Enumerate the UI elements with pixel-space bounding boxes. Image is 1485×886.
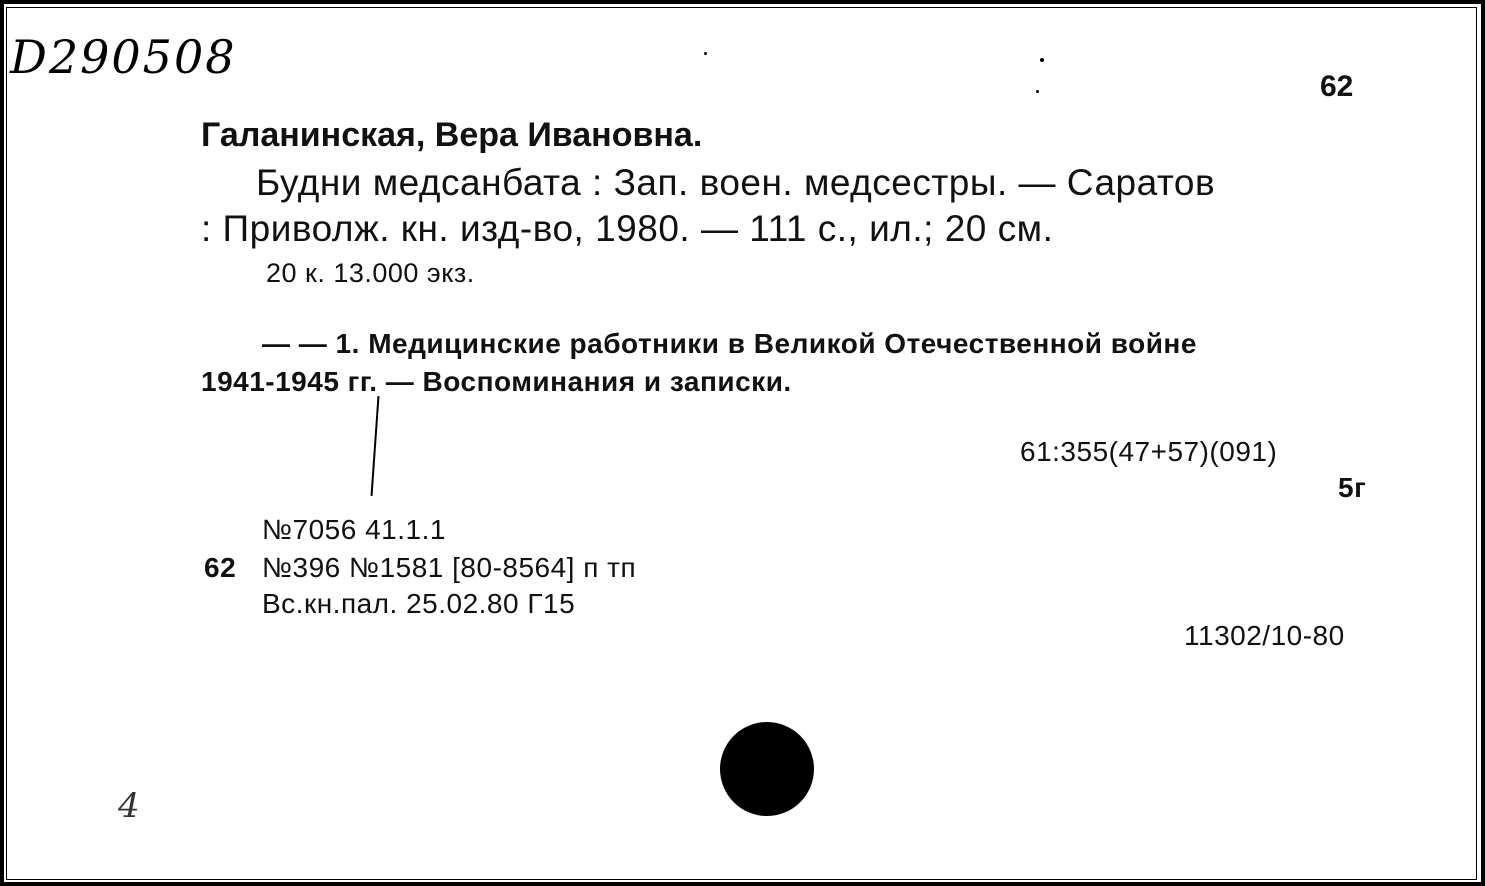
classification-index: 61:355(47+57)(091) (1020, 436, 1278, 467)
record-shelf-prefix: 62 (204, 552, 237, 583)
record-line-2: №396 №1581 [80-8564] п тп (262, 552, 637, 583)
speck (1040, 58, 1044, 62)
price-circulation: 20 к. 13.000 экз. (266, 258, 475, 288)
title-line-2: : Приволж. кн. изд-во, 1980. — 111 с., ил.; 20 см. (201, 208, 1054, 249)
subject-heading-line-2: 1941-1945 гг. — Воспоминания и записки. (201, 366, 792, 397)
inventory-number-handwritten: D290508 (10, 30, 237, 84)
classification-subindex: 5г (1338, 472, 1367, 503)
order-number: 11302/10-80 (1184, 620, 1345, 651)
title-line-1: Будни медсанбата : Зап. воен. медсестры. — Саратов (256, 162, 1216, 203)
shelf-number-top: 62 (1320, 70, 1354, 103)
corner-pencil-mark: 4 (118, 786, 140, 826)
pencil-stroke (371, 396, 380, 496)
speck (704, 52, 707, 55)
punch-hole (720, 722, 814, 816)
record-line-3: Вс.кн.пал. 25.02.80 Г15 (262, 588, 576, 619)
speck (1036, 90, 1039, 93)
author-heading: Галанинская, Вера Ивановна. (201, 116, 703, 154)
record-line-1: №7056 41.1.1 (262, 514, 446, 545)
subject-heading-line-1: — — 1. Медицинские работники в Великой Отечественной войне (262, 328, 1197, 359)
